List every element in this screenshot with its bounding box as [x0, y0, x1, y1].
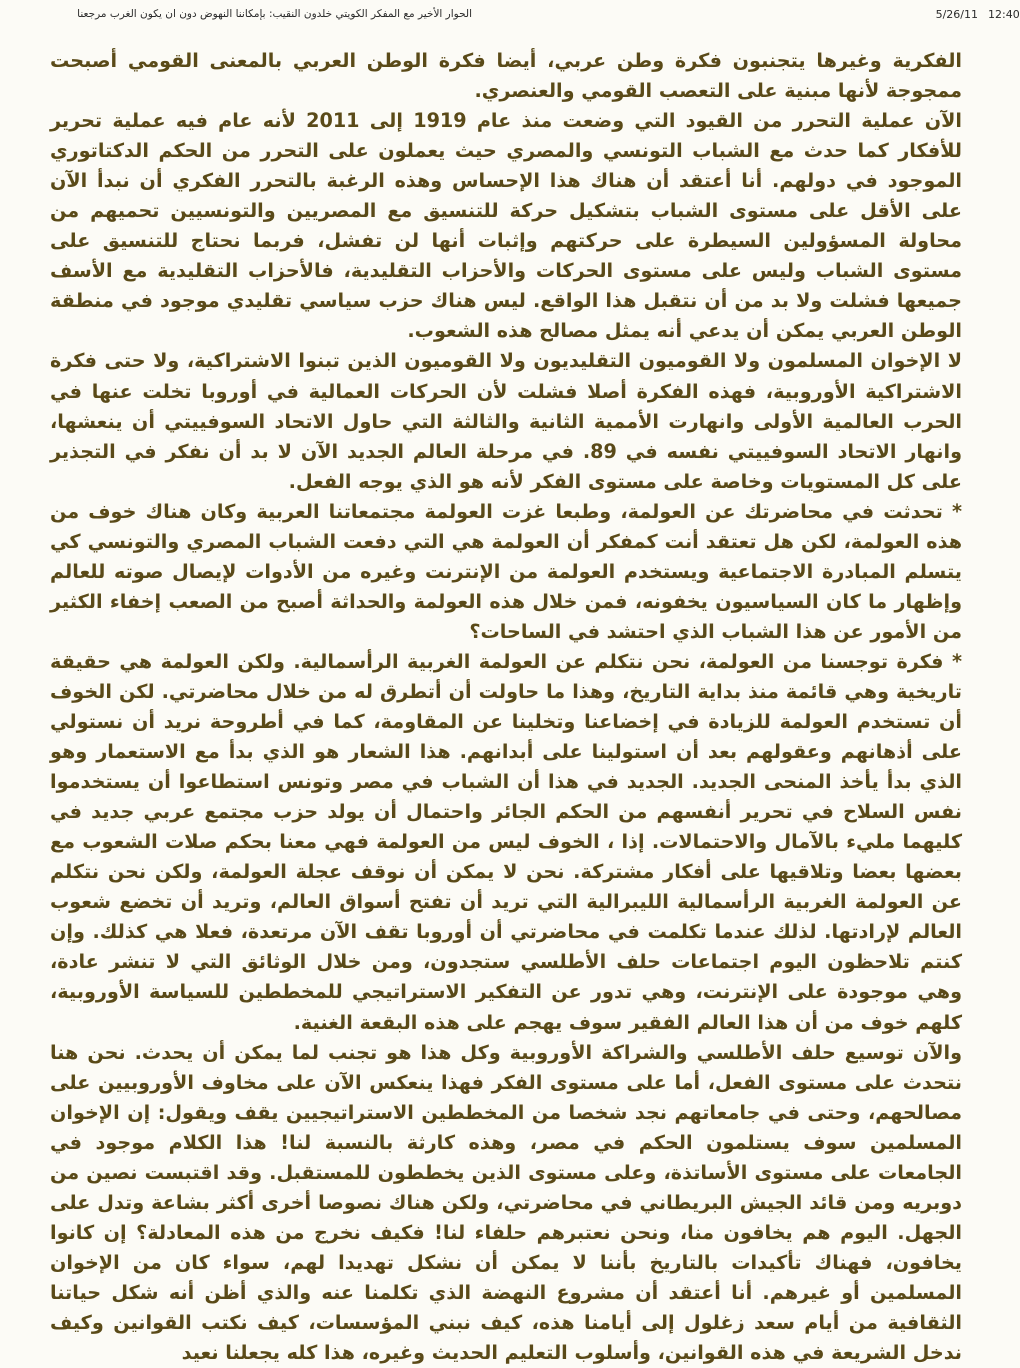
scanned-page	[50, 46, 963, 1365]
paragraph-3: لا الإخوان المسلمون ولا القوميون التقليديون ولا القوميون الذين تبنوا الاشتراكية، ولا حتى فكرة الاشتراكية الأوروبية، فهذه الفكرة أصلا فشلت لأن الحركات العمالية في أوروبا تخلت عنها في الحرب العالمية الأولى وانهارت الأممية الثانية والثالثة التي حاول الاتحاد السوفييتي أن ينعشها، وانهار الاتحاد السوفييتي نفسه في 89. في مرحلة العالم الجديد الآن لا بد أن نفكر في التجذير على كل المستويات وخاصة على مستوى الفكر لأنه هو الذي يوجه الفعل.	[50, 349, 963, 493]
article-body	[50, 46, 962, 1368]
paragraph-5: * فكرة توجسنا من العولمة، نحن نتكلم عن العولمة الغربية الرأسمالية. ولكن العولمة هي حقيقة تاريخية وهي قائمة منذ بداية التاريخ، وهذا ما حاولت أن أتطرق له من خلال محاضرتي. لكن الخوف أن تستخدم العولمة للزيادة في إخضاعنا وتخلينا عن المقاومة، كما في أطروحة نريد أن نستولي على أذهانهم وعقولهم بعد أن استولينا على أبدانهم. هذا الشعار هو الذي بدأ مع الاستعمار وهو الذي بدأ يأخذ المنحى الجديد. الجديد في هذا أن الشباب في مصر وتونس استطاعوا أن يستخدموا نفس السلاح في تحرير أنفسهم من الحكم الجائر واحتمال أن يولد حزب مجتمع عربي جديد في كليهما مليء بالآمال والاحتمالات. إذا ، الخوف ليس من العولمة فهي معنا بحكم صلات الشعوب مع بعضها بعضا وتلاقيها على أفكار مشتركة. نحن لا يمكن أن نوقف عجلة العولمة، ولكن نحن نتكلم عن العولمة الغربية الرأسمالية الليبرالية التي تريد أن تفتح أسواق العالم، وتريد أن تخضع شعوب العالم لإرادتها. لذلك عندما تكلمت في محاضرتي أن أوروبا تقف الآن مرتعدة، فعلا هي كذلك. وإن كنتم تلاحظون اليوم اجتماعات حلف الأطلسي ستجدون، ومن خلال الوثائق التي لا تنشر عادة، وهي موجودة على الإنترنت، وهي تدور عن التفكير الاستراتيجي للمخططين للسياسة الأوروبية، كلهم خوف من أن هذا العالم الفقير سوف يهجم على هذه البقعة الغنية.	[50, 649, 962, 1034]
print-date: 5/26/11	[935, 8, 978, 21]
paragraph-1: الفكرية وغيرها يتجنبون فكرة وطن عربي، أيضا فكرة الوطن العربي بالمعنى القومي أصبحت ممجوجة لأنها مبنية على التعصب القومي والعنصري.	[50, 49, 962, 103]
paragraph-4: * تحدثت في محاضرتك عن العولمة، وطبعا غزت العولمة مجتمعاتنا العربية وكان هناك خوف من هذه العولمة، لكن هل تعتقد أنت كمفكر أن العولمة هي التي دفعت الشباب المصري والتونسي كي يتسلم المبادرة الاجتماعية ويستخدم العولمة من الإنترنت وغيره من الأدوات لإيصال صوته للعالم وإظهار ما كان السياسيون يخفونه، فمن خلال هذه العولمة والحداثة أصبح من الصعب إخفاء الكثير من الأمور عن هذا الشباب الذي احتشد في الساحات؟	[50, 499, 962, 643]
article-title: الحوار الأخير مع المفكر الكويتي خلدون النقيب: بإمكاننا النهوض دون ان يكون الغرب مرجعنا	[77, 8, 472, 20]
print-header	[0, 4, 1020, 26]
paragraph-6: والآن توسيع حلف الأطلسي والشراكة الأوروبية وكل هذا هو تجنب لما يمكن أن يحدث. نحن هنا نتحدث على مستوى الفعل، أما على مستوى الفكر فهذا ينعكس الآن على مخاوف الأوروبيين على مصالحهم، وحتى في جامعاتهم نجد شخصا من المخططين الاستراتيجيين يقف ويقول: إن الإخوان المسلمين سوف يستلمون الحكم في مصر، وهذه كارثة بالنسبة لنا! هذا الكلام موجود في الجامعات على مستوى الأساتذة، وعلى مستوى الذين يخططون للمستقبل. وقد اقتبست نصين من دوبريه ومن قائد الجيش البريطاني في محاضرتي، ولكن هناك نصوصا أخرى أكثر بشاعة وتدل على الجهل. اليوم هم يخافون منا، ونحن نعتبرهم حلفاء لنا! فكيف نخرج من هذه المعادلة؟ إن كانوا يخافون، فهناك تأكيدات بالتاريخ بأننا لا يمكن أن نشكل تهديدا لهم، سواء كان من الإخوان المسلمين أو غيرهم. أنا أعتقد أن مشروع النهضة الذي تكلمنا عنه والذي أظن أنه شكل حياتنا الثقافية من أيام سعد زغلول إلى أيامنا هذه، كيف نبني المؤسسات، كيف نكتب القوانين وكيف ندخل الشريعة في هذه القوانين، وأسلوب التعليم الحديث وغيره، هذا كله يجعلنا نعيد	[50, 1040, 962, 1365]
paragraph-2: الآن عملية التحرر من القيود التي وضعت منذ عام 1919 إلى 2011 لأنه عام فيه عملية تحرير للأفكار كما حدث مع الشباب التونسي والمصري حيث يعملون على التحرر من الحكم الدكتاتوري الموجود في دولهم. أنا أعتقد أن هناك هذا الإحساس وهذه الرغبة بالتحرر الفكري أن نبدأ الآن على الأقل على مستوى الشباب بتشكيل حركة للتنسيق مع المصريين والتونسيين تحميهم من محاولة المسؤولين السيطرة على حركتهم وإثبات أنها لن تفشل، فربما نحتاج للتنسيق على مستوى الشباب وليس على مستوى الحركات والأحزاب التقليدية، فالأحزاب التقليدية مع الأسف جميعها فشلت ولا بد من أن نتقبل هذا الواقع. ليس هناك حزب سياسي تقليدي موجود في منطقة الوطن العربي يمكن أن يدعي أنه يمثل مصالح هذه الشعوب.	[50, 109, 962, 343]
print-time: 12:40	[988, 8, 1020, 21]
